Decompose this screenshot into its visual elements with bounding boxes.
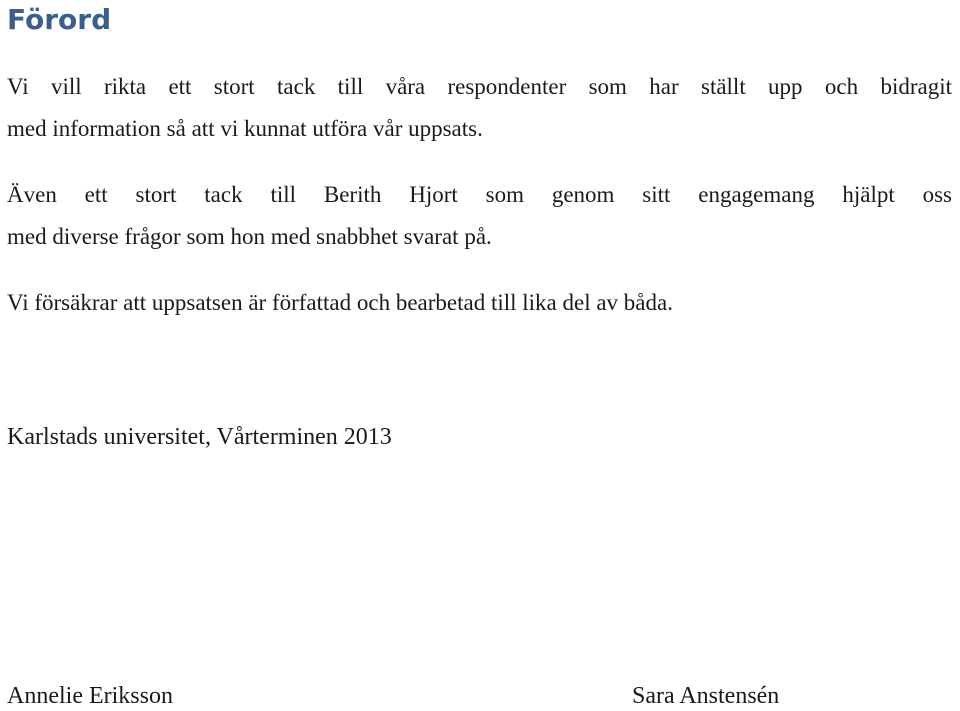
author-signature-name: Sara Anstensén xyxy=(632,683,780,709)
paragraph-line: Vi försäkrar att uppsatsen är författad och bearbetad till lika del av båda. xyxy=(7,290,673,315)
paragraph-thanks-supervisor xyxy=(7,174,952,258)
paragraph-line: Vi vill rikta ett stort tack till våra respondenter som har ställt upp och bidragit xyxy=(7,74,952,99)
paragraph-line: Även ett stort tack till Berith Hjort som genom sitt engagemang hjälpt oss xyxy=(7,182,952,207)
place-and-date: Karlstads universitet, Vårterminen 2013 xyxy=(7,424,392,450)
paragraph-line: med diverse frågor som hon med snabbhet svarat på. xyxy=(7,224,492,249)
paragraph-authorship-statement xyxy=(7,282,952,324)
paragraph-thanks-respondents xyxy=(7,66,952,150)
author-signature-name: Annelie Eriksson xyxy=(7,683,173,709)
page-title: Förord xyxy=(7,3,112,36)
paragraph-line: med information så att vi kunnat utföra vår uppsats. xyxy=(7,116,483,141)
